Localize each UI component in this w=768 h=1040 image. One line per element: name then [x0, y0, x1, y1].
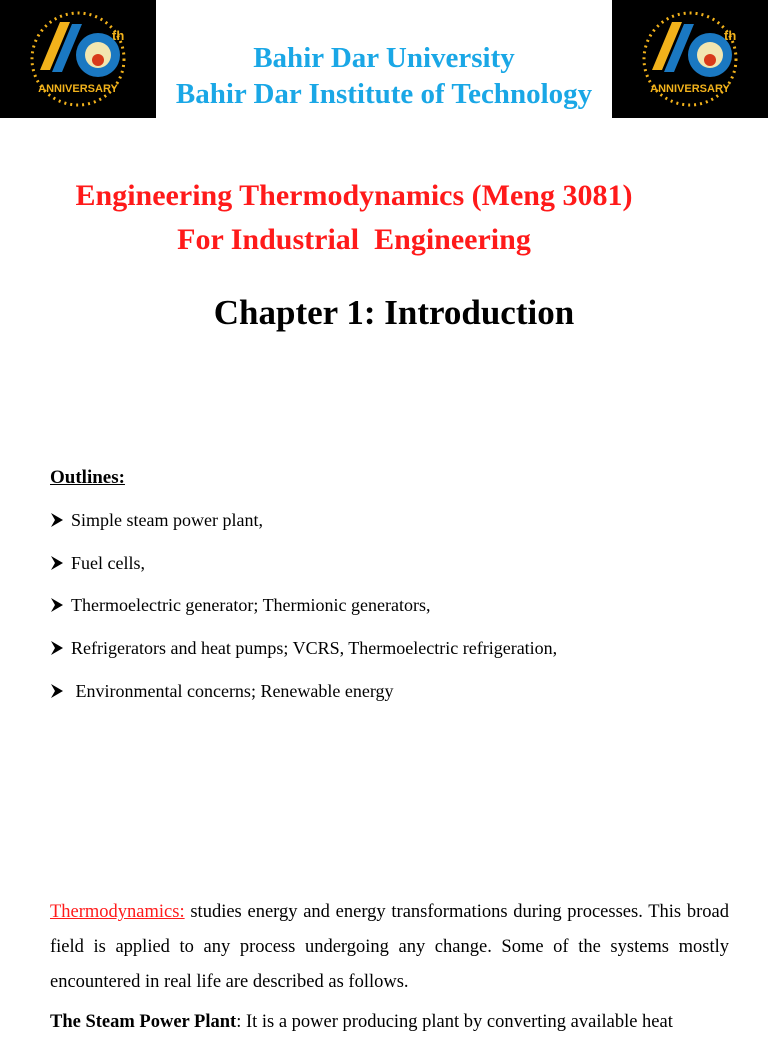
outline-item-text: Refrigerators and heat pumps; VCRS, Thermoelectric refrigeration,: [71, 638, 558, 659]
outline-item-text: Thermoelectric generator; Thermionic generators,: [71, 595, 431, 616]
course-title-line1: Engineering Thermodynamics (Meng 3081): [75, 179, 633, 212]
arrowhead-bullet-icon: [50, 553, 66, 573]
steam-power-plant-line: [50, 1005, 729, 1040]
thermodynamics-term: Thermodynamics:: [50, 902, 185, 922]
arrowhead-bullet-icon: [50, 638, 66, 658]
steam-power-plant-term: The Steam Power Plant: [50, 1012, 237, 1032]
steam-power-plant-text: : It is a power producing plant by converting available heat: [236, 1012, 673, 1032]
institute-name: Bahir Dar Institute of Technology: [175, 78, 593, 110]
intro-paragraph: [50, 895, 729, 1000]
arrowhead-bullet-icon: [50, 510, 66, 530]
institution-header: [156, 40, 612, 112]
chapter-title: Chapter 1: Introduction: [213, 293, 575, 332]
list-item: [50, 553, 557, 596]
outline-item-text: Simple steam power plant,: [71, 510, 263, 530]
arrowhead-bullet-icon: [50, 595, 66, 615]
anniversary-logo-right: [612, 0, 768, 118]
anniversary-logo-left: [0, 0, 156, 118]
intro-text: studies energy and energy transformations during processes. This broad field is applied to any process undergoing any change. Some of the systems mostly encountered in real life are described as follows.: [50, 902, 729, 992]
logo-suffix: th: [724, 28, 737, 43]
anniversary-logo-icon: [0, 0, 156, 118]
list-item: [50, 510, 557, 553]
list-item: [50, 595, 557, 638]
outline-item-text: Environmental concerns; Renewable energy: [71, 680, 394, 701]
logo-suffix: th: [112, 28, 125, 43]
outline-item-text: Fuel cells,: [71, 552, 145, 573]
logo-badge-text: ANNIVERSARY: [650, 83, 730, 95]
course-title: [0, 174, 708, 262]
list-item: [50, 681, 557, 724]
outlines-heading: Outlines:: [50, 467, 125, 488]
anniversary-logo-icon: [612, 0, 768, 118]
list-item: [50, 638, 557, 681]
university-name: Bahir Dar University: [253, 42, 515, 74]
arrowhead-bullet-icon: [50, 681, 66, 701]
outline-list: [50, 510, 557, 723]
logo-badge-text: ANNIVERSARY: [38, 83, 118, 95]
course-title-line2: For Industrial Engineering: [177, 223, 531, 256]
